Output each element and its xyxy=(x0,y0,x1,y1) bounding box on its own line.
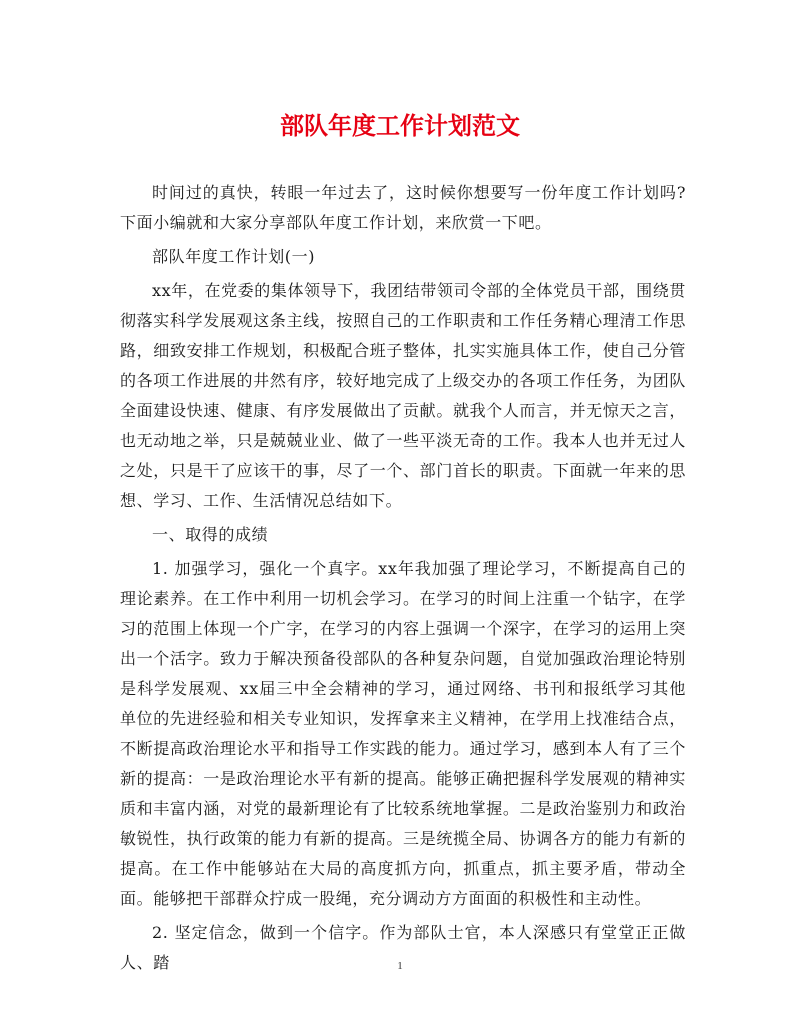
body-paragraph: 2. 坚定信念，做到一个信字。作为部队士官，本人深感只有堂堂正正做人、踏 xyxy=(120,923,686,972)
subsection-heading: 一、取得的成绩 xyxy=(152,525,269,544)
intro-paragraph: 时间过的真快，转眼一年过去了，这时候你想要写一份年度工作计划吗?下面小编就和大家分享部队年度工作计划，来欣赏一下吧。 xyxy=(120,183,686,232)
page-number: 1 xyxy=(397,960,403,972)
section-heading: 部队年度工作计划(一) xyxy=(152,247,316,266)
body-paragraph: xx年，在党委的集体领导下，我团结带领司令部的全体党员干部，围绕贯彻落实科学发展观这条主线，按照自己的工作职责和工作任务精心理清工作思路，细致安排工作规划，积极配合班子整体，扎实实施具体工作，使自己分管的各项工作进展的井然有序，较好地完成了上级交办的各项工作任务，为团队全面建设快速、健康、有序发展做出了贡献。就我个人而言，并无惊天之言，也无动地之举，只是兢兢业业、做了一些平淡无奇的工作。我本人也并无过人之处，只是干了应该干的事，尽了一个、部门首长的职责。下面就一年来的思想、学习、工作、生活情况总结如下。 xyxy=(120,281,686,510)
document-title: 部队年度工作计划范文 xyxy=(280,111,520,140)
body-paragraph: 1. 加强学习，强化一个真字。xx年我加强了理论学习，不断提高自己的理论素养。在工作中利用一切机会学习。在学习的时间上注重一个钻字，在学习的范围上体现一个广字，在学习的内容上强调一个深字，在学习的运用上突出一个活字。致力于解决预备役部队的各种复杂问题，自觉加强政治理论特别是科学发展观、xx届三中全会精神的学习，通过网络、书刊和报纸学习其他单位的先进经验和相关专业知识，发挥拿来主义精神，在学用上找准结合点，不断提高政治理论水平和指导工作实践的能力。通过学习，感到本人有了三个新的提高：一是政治理论水平有新的提高。能够正确把握科学发展观的精神实质和丰富内涵，对党的最新理论有了比较系统地掌握。二是政治鉴别力和政治敏锐性，执行政策的能力有新的提高。三是统揽全局、协调各方的能力有新的提高。在工作中能够站在大局的高度抓方向，抓重点，抓主要矛盾，带动全面。能够把干部群众拧成一股绳，充分调动方方面面的积极性和主动性。 xyxy=(120,559,686,908)
document-body xyxy=(120,178,686,978)
